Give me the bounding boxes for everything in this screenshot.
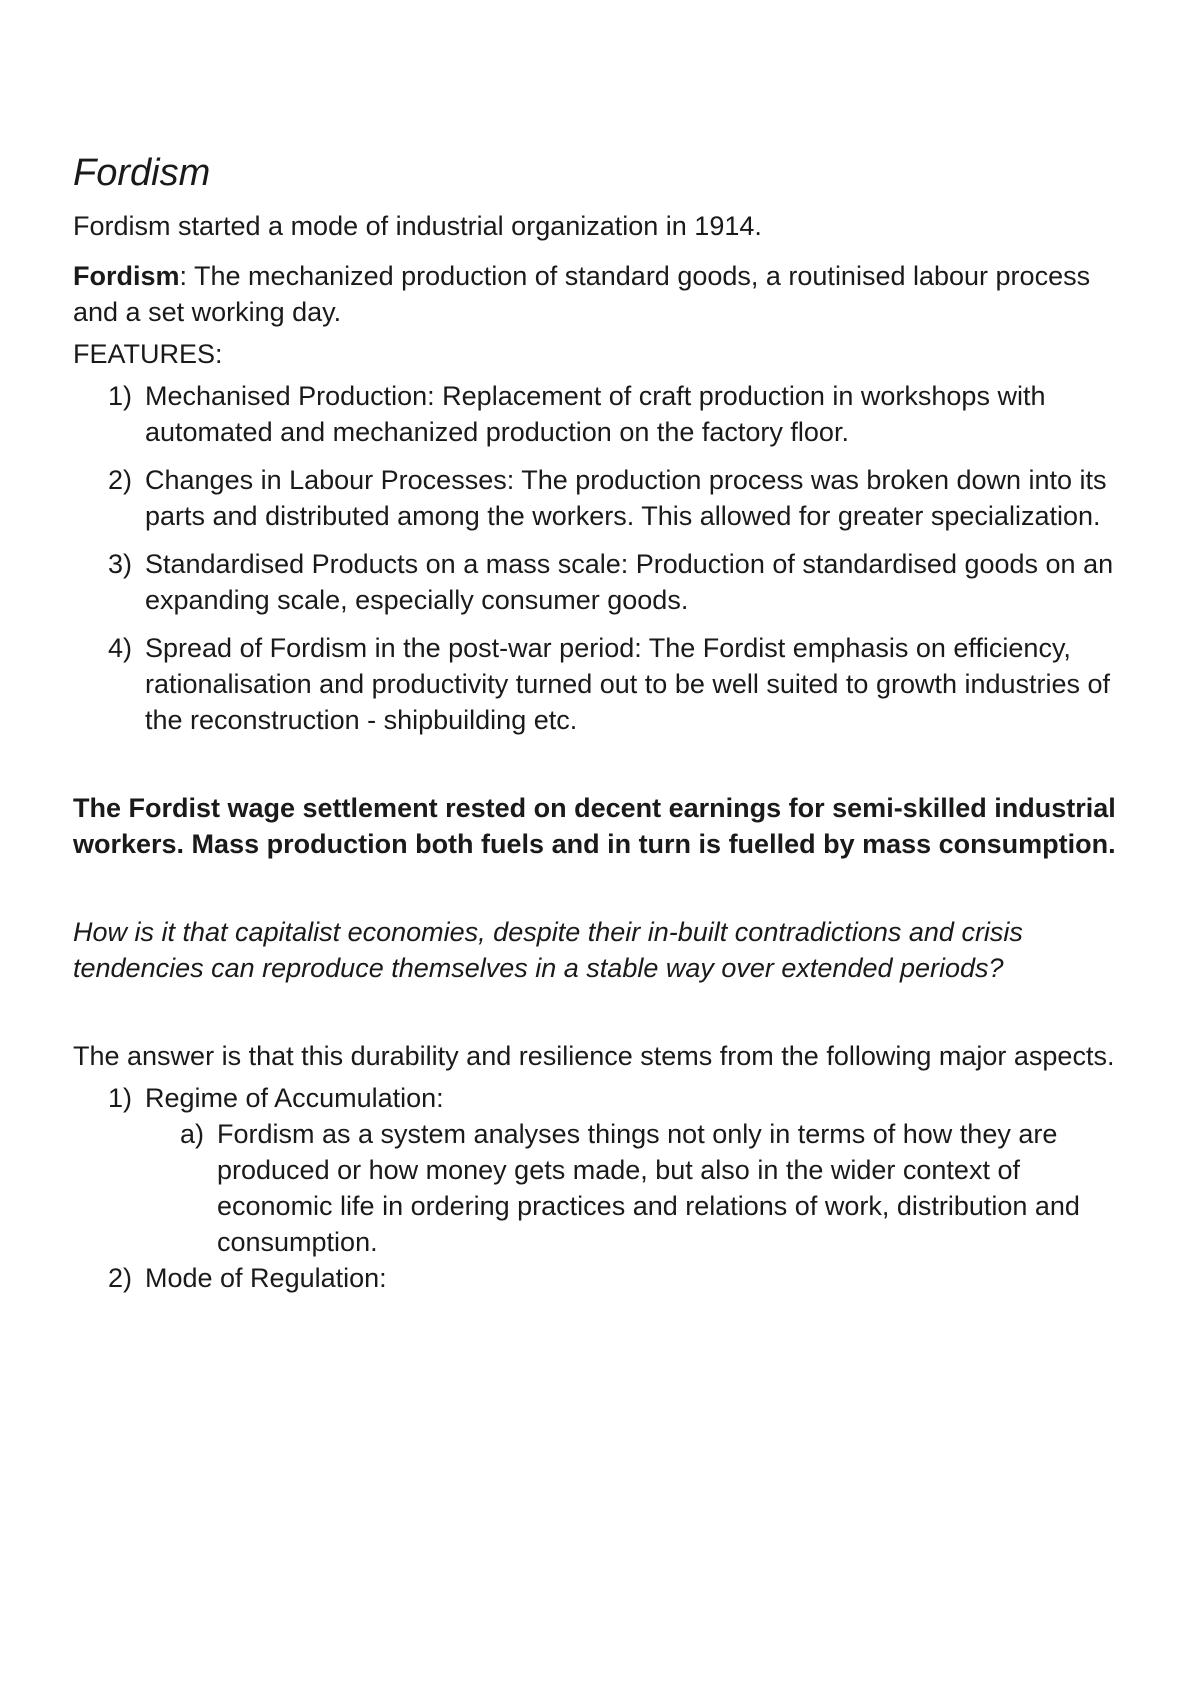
sub-list-marker: a) <box>180 1119 205 1149</box>
aspect-text: Mode of Regulation: <box>145 1263 387 1293</box>
list-marker: 3) <box>108 549 133 579</box>
list-item <box>73 462 1138 534</box>
sub-list <box>145 1116 1138 1260</box>
list-marker: 1) <box>108 381 133 411</box>
aspect-text: Regime of Accumulation: <box>145 1083 444 1113</box>
feature-text: Mechanised Production: Replacement of craft production in workshops with automated and mechanized production on the factory floor. <box>145 381 1046 447</box>
answer-paragraph: The answer is that this durability and resilience stems from the following major aspects. <box>73 1041 1115 1071</box>
definition-paragraph <box>73 258 1138 330</box>
sub-item-text: Fordism as a system analyses things not only in terms of how they are produced or how money gets made, but also in the wider context of economic life in ordering practices and relations of work, distribution and consumption. <box>217 1119 1080 1257</box>
list-item <box>73 630 1138 738</box>
list-marker: 4) <box>108 633 133 663</box>
list-item <box>73 546 1138 618</box>
feature-text: Spread of Fordism in the post-war period: The Fordist emphasis on efficiency, rationalisation and productivity turned out to be well suited to growth industries of the reconstruction - shipbuilding etc. <box>145 633 1111 735</box>
sub-list-item <box>145 1116 1138 1260</box>
list-item <box>73 1080 1138 1260</box>
intro-paragraph: Fordism started a mode of industrial organization in 1914. <box>73 211 762 241</box>
list-item <box>73 1260 1138 1296</box>
definition-term: Fordism <box>73 261 180 291</box>
list-marker: 1) <box>108 1083 133 1113</box>
list-marker: 2) <box>108 1263 133 1293</box>
document-title: Fordism <box>73 152 211 194</box>
question-paragraph: How is it that capitalist economies, despite their in-built contradictions and crisis tendencies can reproduce themselves in a stable way over extended periods? <box>73 917 1023 983</box>
list-marker: 2) <box>108 465 133 495</box>
definition-text: : The mechanized production of standard goods, a routinised labour process and a set working day. <box>73 261 1091 327</box>
feature-text: Standardised Products on a mass scale: Production of standardised goods on an expanding scale, especially consumer goods. <box>145 549 1114 615</box>
features-label: FEATURES: <box>73 339 223 369</box>
features-list <box>73 378 1138 738</box>
wage-settlement-paragraph: The Fordist wage settlement rested on decent earnings for semi-skilled industrial workers. Mass production both fuels and in turn is fuelled by mass consumption. <box>73 793 1116 859</box>
feature-text: Changes in Labour Processes: The production process was broken down into its parts and distributed among the workers. This allowed for greater specialization. <box>145 465 1107 531</box>
document-page <box>73 150 1138 1296</box>
aspects-list <box>73 1080 1138 1296</box>
list-item <box>73 378 1138 450</box>
